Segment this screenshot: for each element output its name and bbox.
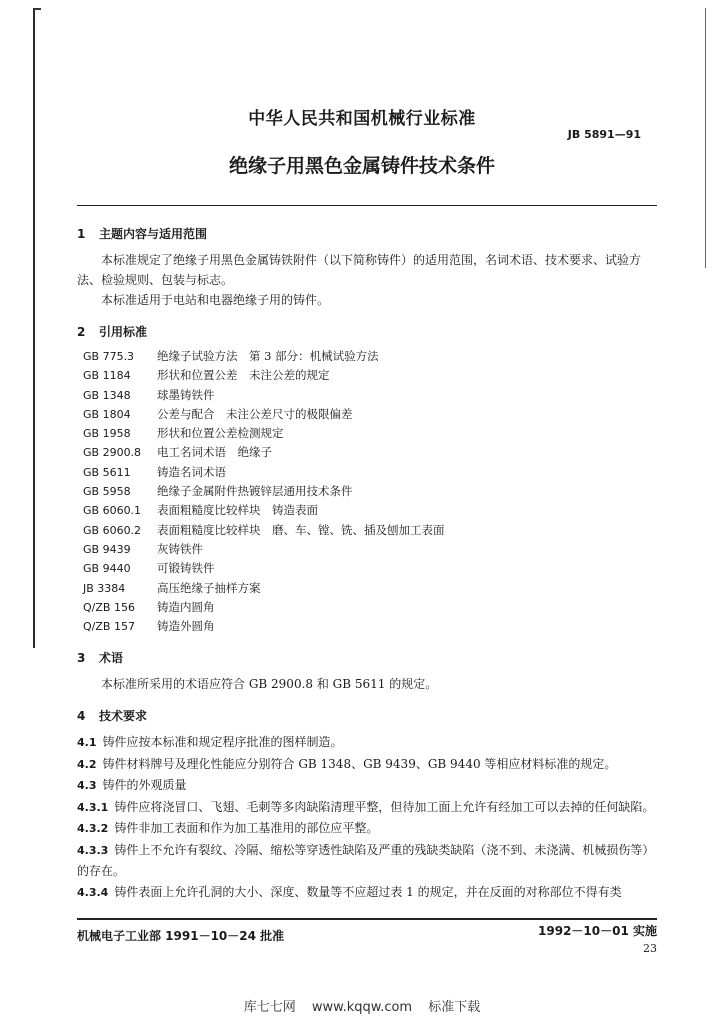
clause	[77, 882, 662, 904]
referenced-standards-list	[77, 347, 662, 636]
ref-title: 形状和位置公差检测规定	[157, 426, 284, 441]
ref-title: 可锻铸铁件	[157, 561, 215, 576]
ref-title: 公差与配合 未注公差尺寸的极限偏差	[157, 406, 353, 421]
section-number: 1	[77, 227, 86, 241]
section-number: 2	[77, 325, 86, 339]
document-title: 绝缘子用黑色金属铸件技术条件	[228, 155, 495, 177]
list-item	[77, 443, 662, 462]
ref-code: GB 1804	[83, 407, 131, 421]
list-item	[77, 386, 662, 405]
footer-divider	[77, 918, 657, 920]
clause-number: 4.2	[77, 757, 97, 771]
clause-text: 铸件应按本标准和规定程序批准的图样制造。	[102, 735, 343, 750]
clause-number: 4.3.2	[77, 822, 109, 836]
clause	[77, 775, 662, 797]
scan-edge-right	[705, 8, 706, 268]
ref-title: 形状和位置公差 未注公差的规定	[157, 368, 330, 383]
section-1-heading	[77, 224, 662, 244]
clause-number: 4.3	[77, 779, 97, 793]
section-4-heading	[77, 706, 662, 726]
clause-text: 铸件应将浇冒口、飞翅、毛刺等多肉缺陷清理平整，但待加工面上允许有经加工可以去掉的任何缺陷。	[114, 799, 655, 814]
page-number: 23	[643, 942, 657, 955]
ref-title: 铸造名词术语	[157, 464, 226, 479]
ref-code: GB 1958	[83, 427, 131, 441]
clause-text: 铸件的外观质量	[102, 778, 187, 793]
list-item	[77, 482, 662, 501]
ref-title: 铸造外圆角	[157, 619, 215, 634]
list-item	[77, 366, 662, 385]
watermark-tagline: 标准下载	[428, 1000, 481, 1015]
ref-code: GB 6060.2	[83, 523, 142, 537]
ref-code: GB 2900.8	[83, 446, 142, 460]
section-1-paragraph-2: 本标准适用于电站和电器绝缘子用的铸件。	[101, 293, 330, 307]
watermark-site-name: 库七七网	[243, 1000, 296, 1015]
ref-code: GB 6060.1	[83, 504, 142, 518]
clause-number: 4.3.4	[77, 885, 109, 899]
ref-code: Q/ZB 157	[83, 620, 135, 634]
list-item	[77, 559, 662, 578]
watermark-url: www.kqqw.com	[311, 1000, 413, 1015]
ref-title: 灰铸铁件	[157, 541, 203, 556]
clause	[77, 732, 662, 754]
section-number: 4	[77, 709, 86, 724]
standard-body-title: 中华人民共和国机械行业标准	[248, 109, 476, 129]
ref-code: JB 3384	[83, 581, 126, 595]
clause	[77, 818, 662, 840]
ref-code: GB 9440	[83, 562, 131, 576]
ref-title: 电工名词术语 绝缘子	[157, 445, 272, 460]
ref-code: GB 1184	[83, 369, 131, 383]
ref-title: 球墨铸铁件	[157, 387, 215, 402]
ref-title: 表面粗糙度比较样块 铸造表面	[157, 503, 318, 518]
ref-title: 铸造内圆角	[157, 599, 215, 614]
list-item	[77, 521, 662, 540]
clause	[77, 797, 662, 819]
effective-date: 1992－10－01 实施	[538, 924, 657, 938]
list-item	[77, 347, 662, 366]
section-title: 术语	[99, 651, 124, 666]
section-title: 主题内容与适用范围	[99, 227, 208, 241]
technical-requirements	[77, 732, 662, 903]
list-item	[77, 501, 662, 520]
ref-code: GB 1348	[83, 388, 131, 402]
section-3-heading	[77, 648, 662, 668]
document-body	[77, 224, 662, 903]
clause-text: 铸件材料牌号及理化性能应分别符合 GB 1348、GB 9439、GB 9440 等相应材料标准的规定。	[102, 756, 617, 771]
section-2-heading	[77, 322, 662, 342]
ref-code: GB 5611	[83, 465, 131, 479]
section-title: 技术要求	[99, 709, 148, 724]
list-item	[77, 540, 662, 559]
list-item	[77, 463, 662, 482]
list-item	[77, 598, 662, 617]
clause-text: 铸件非加工表面和作为加工基准用的部位应平整。	[114, 821, 379, 836]
list-item	[77, 424, 662, 443]
standard-code: JB 5891—91	[567, 128, 641, 141]
ref-title: 表面粗糙度比较样块 磨、车、镗、铣、插及刨加工表面	[157, 522, 445, 537]
section-number: 3	[77, 651, 86, 666]
clause-text: 铸件上不允许有裂纹、冷隔、缩松等穿透性缺陷及严重的残缺类缺陷（浇不到、未浇满、机械损伤等）的存在。	[77, 842, 655, 879]
approval-date: 机械电子工业部 1991－10－24 批准	[77, 929, 285, 943]
title-divider	[77, 205, 657, 206]
ref-code: GB 775.3	[83, 350, 135, 363]
section-title: 引用标准	[99, 325, 148, 339]
clause-text: 铸件表面上允许孔洞的大小、深度、数量等不应超过表 1 的规定，并在反面的对称部位不得有类	[114, 884, 622, 899]
clause-number: 4.3.3	[77, 843, 109, 857]
ref-title: 高压绝缘子抽样方案	[157, 580, 261, 595]
list-item	[77, 579, 662, 598]
ref-code: GB 5958	[83, 485, 131, 499]
list-item	[77, 405, 662, 424]
watermark	[0, 996, 724, 1015]
clause	[77, 840, 662, 882]
section-3-paragraph: 本标准所采用的术语应符合 GB 2900.8 和 GB 5611 的规定。	[101, 677, 438, 692]
ref-title: 绝缘子试验方法 第 3 部分：机械试验方法	[157, 349, 379, 363]
section-1-paragraph-1: 本标准规定了绝缘子用黑色金属铸铁附件（以下简称铸件）的适用范围，名词术语、技术要求、试验方法、检验规则、包装与标志。	[77, 253, 642, 287]
scan-corner-mark	[33, 8, 41, 10]
ref-code: Q/ZB 156	[83, 600, 135, 614]
clause-number: 4.1	[77, 736, 97, 750]
ref-title: 绝缘子金属附件热镀锌层通用技术条件	[157, 484, 353, 499]
clause-number: 4.3.1	[77, 800, 109, 814]
clause	[77, 754, 662, 776]
list-item	[77, 617, 662, 636]
ref-code: GB 9439	[83, 542, 131, 556]
